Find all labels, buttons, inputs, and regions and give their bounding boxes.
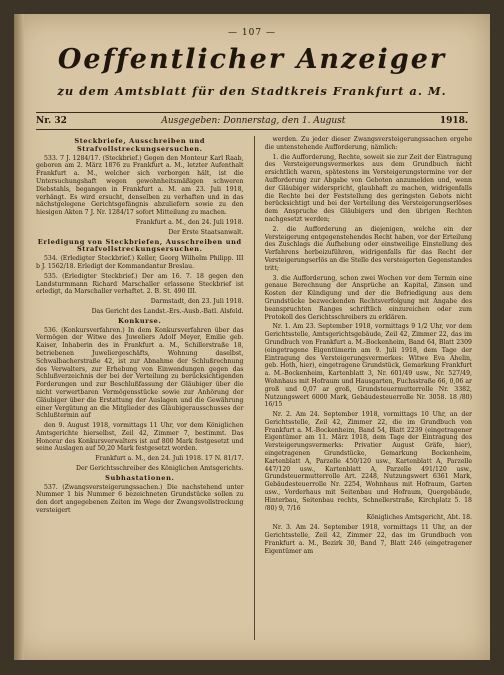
newspaper-page [14,14,490,660]
text-columns [36,136,472,640]
issue-date: Ausgegeben: Donnerstag, den 1. August [161,116,346,126]
signature-line: Frankfurt a. M., den 24. Juli 1918. [135,218,244,226]
notice-paragraph: den 9. August 1918, vormittags 11 Uhr, vor dem Königlichen Amtsgerichte hierselbst, Zeil 42, Zimmer 7, bestimmt. Das Honorar des Konkursverwalters ist auf 800 Mark festgesetzt und seine Auslagen auf 50,20 Mark festgesetzt worden. [36,422,244,453]
left-column [36,136,244,640]
signature-line: Königliches Amtsgericht, Abt. 18. [366,514,472,522]
section-heading: Subhastationen. [105,473,175,482]
notice-paragraph: 534. (Erledigter Steckbrief.) Keller, Georg Wilhelm Philipp. III b J. 1562/18. Erledigt der Kommandantur Breslau. [36,255,244,270]
signature-line: Das Gericht des Landst.-Ers.-Ausb.-Batl. Alsfeld. [91,307,244,315]
section-heading: Erledigung von Steckbriefen, Ausschreiben und Strafvollstreckungsersuchen. [37,237,242,254]
signature-line: Darmstadt, den 23. Juli 1918. [150,298,244,306]
right-column [265,136,473,640]
issue-year: 1918. [439,116,468,126]
masthead-title: Oeffentlicher Anzeiger [57,44,447,75]
notice-paragraph: 536. (Konkursverfahren.) In dem Konkursverfahren über das Vermögen der Witwe des Juweliers Adolf Meyer, Emilie geb. Kaiser, Inhaberin des in Frankfurt a. M., Schillerstraße 18, betriebenen Juweliergeschäfts, Wohnung daselbst, Schwalbacherstraße 42, ist zur Abnahme der Schlußrechnung des Verwalters, zur Erhebung von Einwendungen gegen das Schlußverzeichnis der bei der Verteilung zu berücksichtigenden Forderungen und zur Beschlußfassung der Gläubiger über die nicht verwertbaren Vermögensstücke sowie zur Anhörung der Gläubiger über die Erstattung der Auslagen und die Gewährung einer Vergütung an die Mitglieder des Gläubigerausschusses der Schlußtermin auf [36,326,244,420]
masthead-subtitle: zu dem Amtsblatt für den Stadtkreis Frankfurt a. M. [57,84,447,98]
column-divider [254,136,255,640]
page-number: — 107 — [228,28,276,38]
issue-number: Nr. 32 [36,116,67,126]
notice-paragraph: 3. die Aufforderung, schon zwei Wochen vor dem Termin eine genaue Berechnung der Ansprüche an Kapital, Zinsen und Kosten der Kündigung und der die Befriedigung aus dem Grundstücke bezweckenden Rechtsverfolgung mit Angabe des beanspruchten Ranges schriftlich einzureichen oder zum Protokoll des Gerichtsschreibers zu erklären. [264,274,472,321]
notice-paragraph: werden. Zu jeder dieser Zwangsversteigerungssachen ergehe die untenstehende Aufforderung, nämlich: [264,136,472,151]
section-heading: Konkurse. [118,316,162,325]
issue-line [36,112,468,130]
notice-paragraph: Nr. 1. Am 23. September 1918, vormittags 9 1/2 Uhr, vor dem Gerichtsstelle, Amtsgerichtsgebäude, Zeil 42, Zimmer 22, das im Grundbuch von Frankfurt a. M.-Bockenheim, Band 64, Blatt 2309 (eingetragene Eigentümerin am 9. Juli 1918, dem Tage der Eintragung des Versteigerungsvermerkes: Witwe Eva Ahelin, geb. Hoth, hier), eingetragene Grundstück, Gemarkung Frankfurt a. M.-Bockenheim, Kartenblatt 3, Nr. 601/49 usw., Nr. 527/49, Wohnhaus mit Hofraum und Hausgarten, Fuchsstraße 66, 0,06 ar groß und 0,07 ar groß, Grundsteuermutterrolle Nr. 3382, Nutzungswert 6000 Mark, Gebäudesteuerrolle Nr. 3058. 18 /80) 16/15 [264,323,472,409]
page-binding [14,14,24,660]
notice-paragraph: 2. die Aufforderung an diejenigen, welche ein der Versteigerung entgegenstehendes Recht haben, vor der Erteilung des Zuschlags die Aufhebung oder einstweilige Einstellung des Verfahrens herbeizuführen, widrigenfalls für das Recht der Versteigerungserlös an die Stelle des versteigerten Gegenstandes tritt; [264,225,472,272]
section-heading: Steckbriefe, Ausschreiben und Strafvollstreckungsersuchen. [74,137,206,153]
notice-paragraph: Nr. 3. Am 24. September 1918, vormittags 11 Uhr, an der Gerichtsstelle, Zeil 42, Zimmer 22, das im Grundbuch von Frankfurt a. M., Bezirk 30, Band 7, Blatt 246 (eingetragener Eigentümer am [264,524,472,555]
notice-paragraph: 537. (Zwangsversteigerungssachen.) Die nachstehend unter Nummer 1 bis Nummer 6 bezeichneten Grundstücke sollen zu den dort angegebenen Zeiten im Wege der Zwangsvollstreckung versteigert [36,483,244,515]
signature-line: Der Erste Staatsanwalt. [168,228,244,236]
notice-paragraph: 535. (Erledigter Steckbrief.) Der am 16. 7. 18 gegen den Landsturmmann Richard Marschaller erlassene Steckbrief ist erledigt, da Marschaller verhaftet. 2. B. St. 490 III. [36,272,244,296]
signature-line: Frankfurt a. M., den 24. Juli 1918. 17 N. 81/17. [95,455,244,463]
notice-paragraph: Nr. 2. Am 24. September 1918, vormittags 10 Uhr, an der Gerichtsstelle, Zeil 42, Zimmer 22, die im Grundbuch von Frankfurt a. M.-Bockenheim, Band 54, Blatt 2239 (eingetragener Eigentümer am 11. März 1918, dem Tage der Eintragung des Versteigerungsvermerks: Privatier August Gräfe, hier), eingetragenen Grundstücke, Gemarkung Bockenheim, Kartenblatt A, Parzelle 450/120 usw., Kartenblatt A, Parzelle 447/120 usw., Kartenblatt A, Parzelle 491/120 usw., Grundsteuermutterrolle Art. 2248, Nutzungswert 6361 Mark, Gebäudesteuerrolle Nr. 2254, Wohnhaus mit Hofraum, Garten usw., Vorderhaus mit Seitenbau und Hofraum, Quergebäude, Hinterbau, Seitenbau rechts, Schnellerstraße, Kirchplatz 5. 18 /80) 9, 7/16 [264,411,472,512]
signature-line: Der Gerichtsschreiber des Königlichen Amtsgerichts. [75,465,244,473]
notice-paragraph: 1. die Aufforderung, Rechte, soweit sie zur Zeit der Eintragung des Versteigerungsvermerkes aus dem Grundbuch nicht ersichtlich waren, spätestens im Versteigerungstermine vor der Aufforderung zur Abgabe von Geboten anzumelden und, wenn der Gläubiger widerspricht, glaubhaft zu machen, widrigenfalls die Rechte bei der Feststellung des geringsten Gebots nicht berücksichtigt und bei der Verteilung des Versteigerungserlöses dem Anspruche des Gläubigers und den übrigen Rechten nachgesetzt werden; [264,153,472,223]
notice-paragraph: 533. 7 J. 1284/17. (Steckbrief.) Gegen den Monteur Karl Raab, geboren am 2. März 1876 zu Frankfurt a. M., letzter Aufenthalt Frankfurt a. M., welcher sich verborgen hält, ist die Untersuchungshaft wegen gewohnheitsmäßigen schweren Diebstahls, begangen in Frankfurt a. M. am 23. Juli 1918, verhängt. Es wird ersucht, denselben zu verhaften und in das nächstgelegene Gerichtsgefängnis abzuliefern sowie zu den hiesigen Akten 7 J. Nr. 1284/17 sofort Mitteilung zu machen. [36,154,244,217]
